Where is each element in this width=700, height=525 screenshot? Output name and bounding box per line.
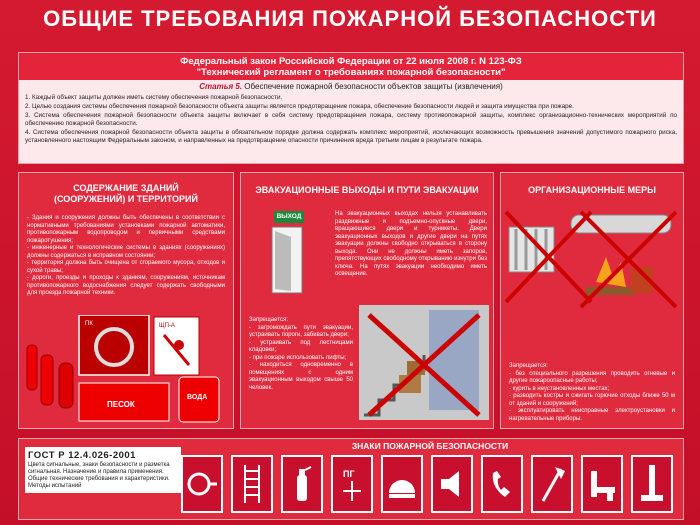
list-item: - территория должна быть очищена от сгораемого мусора, отходов и сухой травы; <box>27 260 225 274</box>
organizational-heading: ОРГАНИЗАЦИОННЫЕ МЕРЫ <box>528 185 656 195</box>
list-item: - находиться одновременно в помещениях с одним эвакуационным выходом свыше 50 человек. <box>249 362 353 391</box>
list-item: - курить в неустановленных местах; <box>509 385 610 392</box>
law-items <box>19 91 683 145</box>
law-heading <box>19 53 683 80</box>
list-item: - Здания и сооружения должны быть обеспечены в соответствии с нормативными требованиями установками пожарной автоматики, противопожарным водопроводом и первичными средствами пожаротушения; <box>27 215 225 244</box>
list-item: - устраивать под лестницами кладовки; <box>249 339 353 353</box>
forbidden-title: Запрещается: <box>509 363 548 369</box>
list-item: - эксплуатировать неисправные электроустановки и нагревательные приборы. <box>509 408 675 422</box>
list-item: - дороги, проезды и проходы к зданиям, сооружениям, источникам противопожарного водоснабжения следует содержать свободными для проезда пожарной техники. <box>27 275 225 296</box>
evacuation-text: На эвакуационных выходах нельзя устанавливать раздвижные и подъемно-опускные двери, вращающиеся двери и турникеты. Двери эвакуационных выходов и другие двери на путях эвакуации должны свободно открываться в сторону выхода. Они не должны иметь запоров, препятствующих свободному открыванию изнутри без ключа. На путях эвакуации необходимо иметь освещение. <box>335 211 487 277</box>
list-item: - при пожаре использовать лифты; <box>249 354 347 361</box>
poster-title: ОБЩИЕ ТРЕБОВАНИЯ ПОЖАРНОЙ БЕЗОПАСНОСТИ <box>43 6 657 31</box>
law-item: 1. Каждый объект защиты должен иметь систему обеспечения пожарной безопасности. <box>25 94 283 101</box>
law-item: 2. Целью создания системы обеспечения пожарной безопасности объекта защиты является предотвращение пожара, обеспечение безопасности людей и защита имущества при пожаре. <box>25 103 574 110</box>
forbidden-title: Запрещается: <box>249 317 288 323</box>
buildings-panel <box>18 172 234 429</box>
sand-label: ПЕСОК <box>107 400 135 409</box>
evacuation-heading: ЭВАКУАЦИОННЫЕ ВЫХОДЫ И ПУТИ ЭВАКУАЦИИ <box>255 185 479 195</box>
law-heading-1: Федеральный закон Российской Федерации от 22 июля 2008 г. N 123-ФЗ <box>180 56 522 67</box>
staircase-illustration <box>359 305 489 420</box>
pk-label: ПК <box>85 321 93 327</box>
evacuation-panel <box>240 172 494 429</box>
gost-description: Цвета сигнальные, знаки безопасности и разметка сигнальная. Назначение и правила применения. Общие технические требования и характеристики. Методы испытаний <box>28 462 170 489</box>
buildings-text <box>27 215 225 298</box>
gost-block <box>25 447 181 493</box>
hydrant-icon <box>331 455 373 513</box>
exit-door-icon <box>267 225 307 295</box>
law-heading-2: "Технический регламент о требованиях пожарной безопасности" <box>196 67 506 78</box>
alarm-button-icon <box>381 455 423 513</box>
article-label: Статья 5. <box>199 82 243 91</box>
list-item: - разводить костры и сжигать горючие отходы ближе 50 м от зданий и сооружений; <box>509 393 675 407</box>
article-title: Обеспечение пожарной безопасности объектов защиты (извлечения) <box>244 82 503 91</box>
list-item: - без специального разрешения проводить огневые и другие пожароопасные работы; <box>509 370 675 384</box>
fire-hose-icon <box>181 455 223 513</box>
phone-icon <box>481 455 523 513</box>
pg-label: ПГ <box>343 469 355 479</box>
fire-ladder-icon <box>231 455 273 513</box>
water-source-icon <box>581 455 623 513</box>
buildings-heading: СОДЕРЖАНИЕ ЗДАНИЙ (СООРУЖЕНИЙ) И ТЕРРИТОРИЙ <box>54 183 198 204</box>
signs-heading: ЗНАКИ ПОЖАРНОЙ БЕЗОПАСНОСТИ <box>351 441 509 451</box>
fire-pipe-icon <box>631 455 673 513</box>
gost-code: ГОСТ Р 12.4.026-2001 <box>28 450 136 461</box>
organizational-panel <box>500 172 684 429</box>
shch-label: ЩП-А <box>159 323 175 329</box>
organizational-forbidden <box>509 363 675 423</box>
law-item: 3. Система обеспечения пожарной безопасности объекта защиты включает в себя систему предотвращения пожара, систему противопожарной защиты, комплекс организационно-технических мероприятий по обеспечению пожарной безопасности. <box>25 112 677 127</box>
fire-tool-icon <box>531 455 573 513</box>
law-block <box>18 52 684 164</box>
exit-sign: ВЫХОД <box>274 211 304 223</box>
alarm-siren-icon <box>431 455 473 513</box>
evacuation-forbidden <box>249 317 353 392</box>
forbidden-devices-illustration <box>501 207 681 317</box>
signs-panel <box>18 438 684 520</box>
list-item: - инженерные и технологические системы в зданиях (сооружениях) должны содержаться в исправном состоянии; <box>27 245 225 259</box>
article-line <box>19 82 683 91</box>
fire-extinguisher-icon <box>281 455 323 513</box>
law-item: 4. Система обеспечения пожарной безопасности объекта защиты в обязательном порядке должна содержать комплекс мероприятий, исключающих возможность превышения значений допустимого пожарного риска, установленного настоящим Федеральным законом, и направленных на предотвращение опасности причинения вреда третьим лицам в результате пожара. <box>25 129 677 144</box>
list-item: - загромождать пути эвакуации, устраивать пороги, забивать двери; <box>249 324 353 338</box>
fire-equipment-illustration <box>19 315 233 427</box>
water-label: ВОДА <box>187 394 208 401</box>
